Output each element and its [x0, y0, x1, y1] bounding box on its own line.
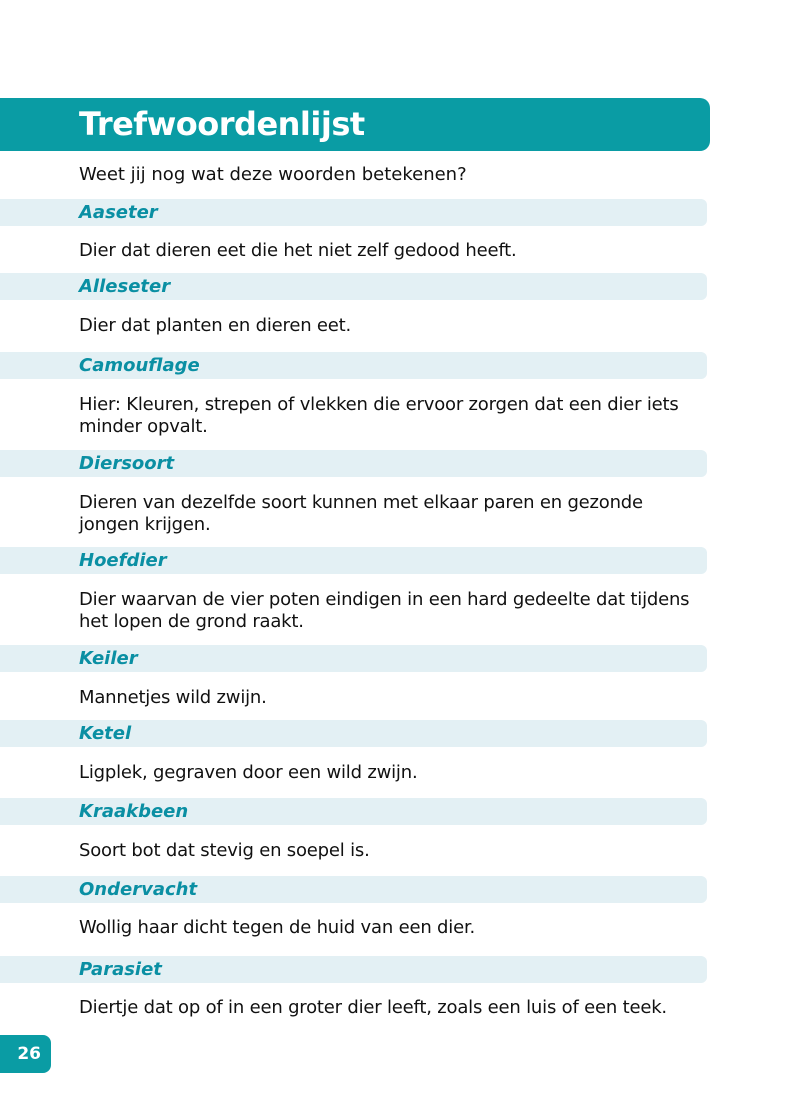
glossary-definition-aaseter: Dier dat dieren eet die het niet zelf gedood heeft. — [79, 240, 517, 261]
page-number: 26 — [17, 1044, 41, 1064]
glossary-term-parasiet: Parasiet — [79, 959, 162, 980]
glossary-term-band — [0, 199, 707, 226]
intro-text: Weet jij nog wat deze woorden betekenen? — [79, 164, 467, 185]
glossary-term-alleseter: Alleseter — [79, 276, 171, 297]
glossary-term-camouflage: Camouflage — [79, 355, 200, 376]
glossary-term-band — [0, 645, 707, 672]
glossary-term-kraakbeen: Kraakbeen — [79, 801, 189, 822]
glossary-definition-ondervacht: Wollig haar dicht tegen de huid van een dier. — [79, 917, 476, 938]
glossary-term-band — [0, 720, 707, 747]
glossary-definition-kraakbeen: Soort bot dat stevig en soepel is. — [79, 840, 370, 861]
glossary-term-band — [0, 876, 707, 903]
glossary-definition-keiler: Mannetjes wild zwijn. — [79, 687, 267, 708]
glossary-term-hoefdier: Hoefdier — [79, 550, 167, 571]
glossary-definition-hoefdier: Dier waarvan de vier poten eindigen in een hard gedeelte dat tijdens het lopen de grond raakt. — [79, 589, 690, 632]
glossary-term-band — [0, 352, 707, 379]
glossary-term-band — [0, 450, 707, 477]
glossary-term-band — [0, 273, 707, 300]
page-number-badge — [0, 1035, 51, 1073]
glossary-term-band — [0, 798, 707, 825]
page-title: Trefwoordenlijst — [79, 105, 365, 143]
glossary-term-ketel: Ketel — [79, 723, 132, 744]
glossary-term-ondervacht: Ondervacht — [79, 879, 198, 900]
glossary-definition-camouflage: Hier: Kleuren, strepen of vlekken die ervoor zorgen dat een dier iets minder opvalt. — [79, 394, 679, 437]
glossary-term-aaseter: Aaseter — [79, 202, 158, 223]
glossary-term-band — [0, 956, 707, 983]
glossary-definition-ketel: Ligplek, gegraven door een wild zwijn. — [79, 762, 418, 783]
glossary-term-band — [0, 547, 707, 574]
glossary-definition-alleseter: Dier dat planten en dieren eet. — [79, 315, 352, 336]
glossary-definition-parasiet: Diertje dat op of in een groter dier leeft, zoals een luis of een teek. — [79, 997, 667, 1018]
title-bar — [0, 98, 710, 151]
glossary-definition-diersoort: Dieren van dezelfde soort kunnen met elkaar paren en gezonde jongen krijgen. — [79, 492, 643, 535]
glossary-term-diersoort: Diersoort — [79, 453, 175, 474]
glossary-term-keiler: Keiler — [79, 648, 138, 669]
